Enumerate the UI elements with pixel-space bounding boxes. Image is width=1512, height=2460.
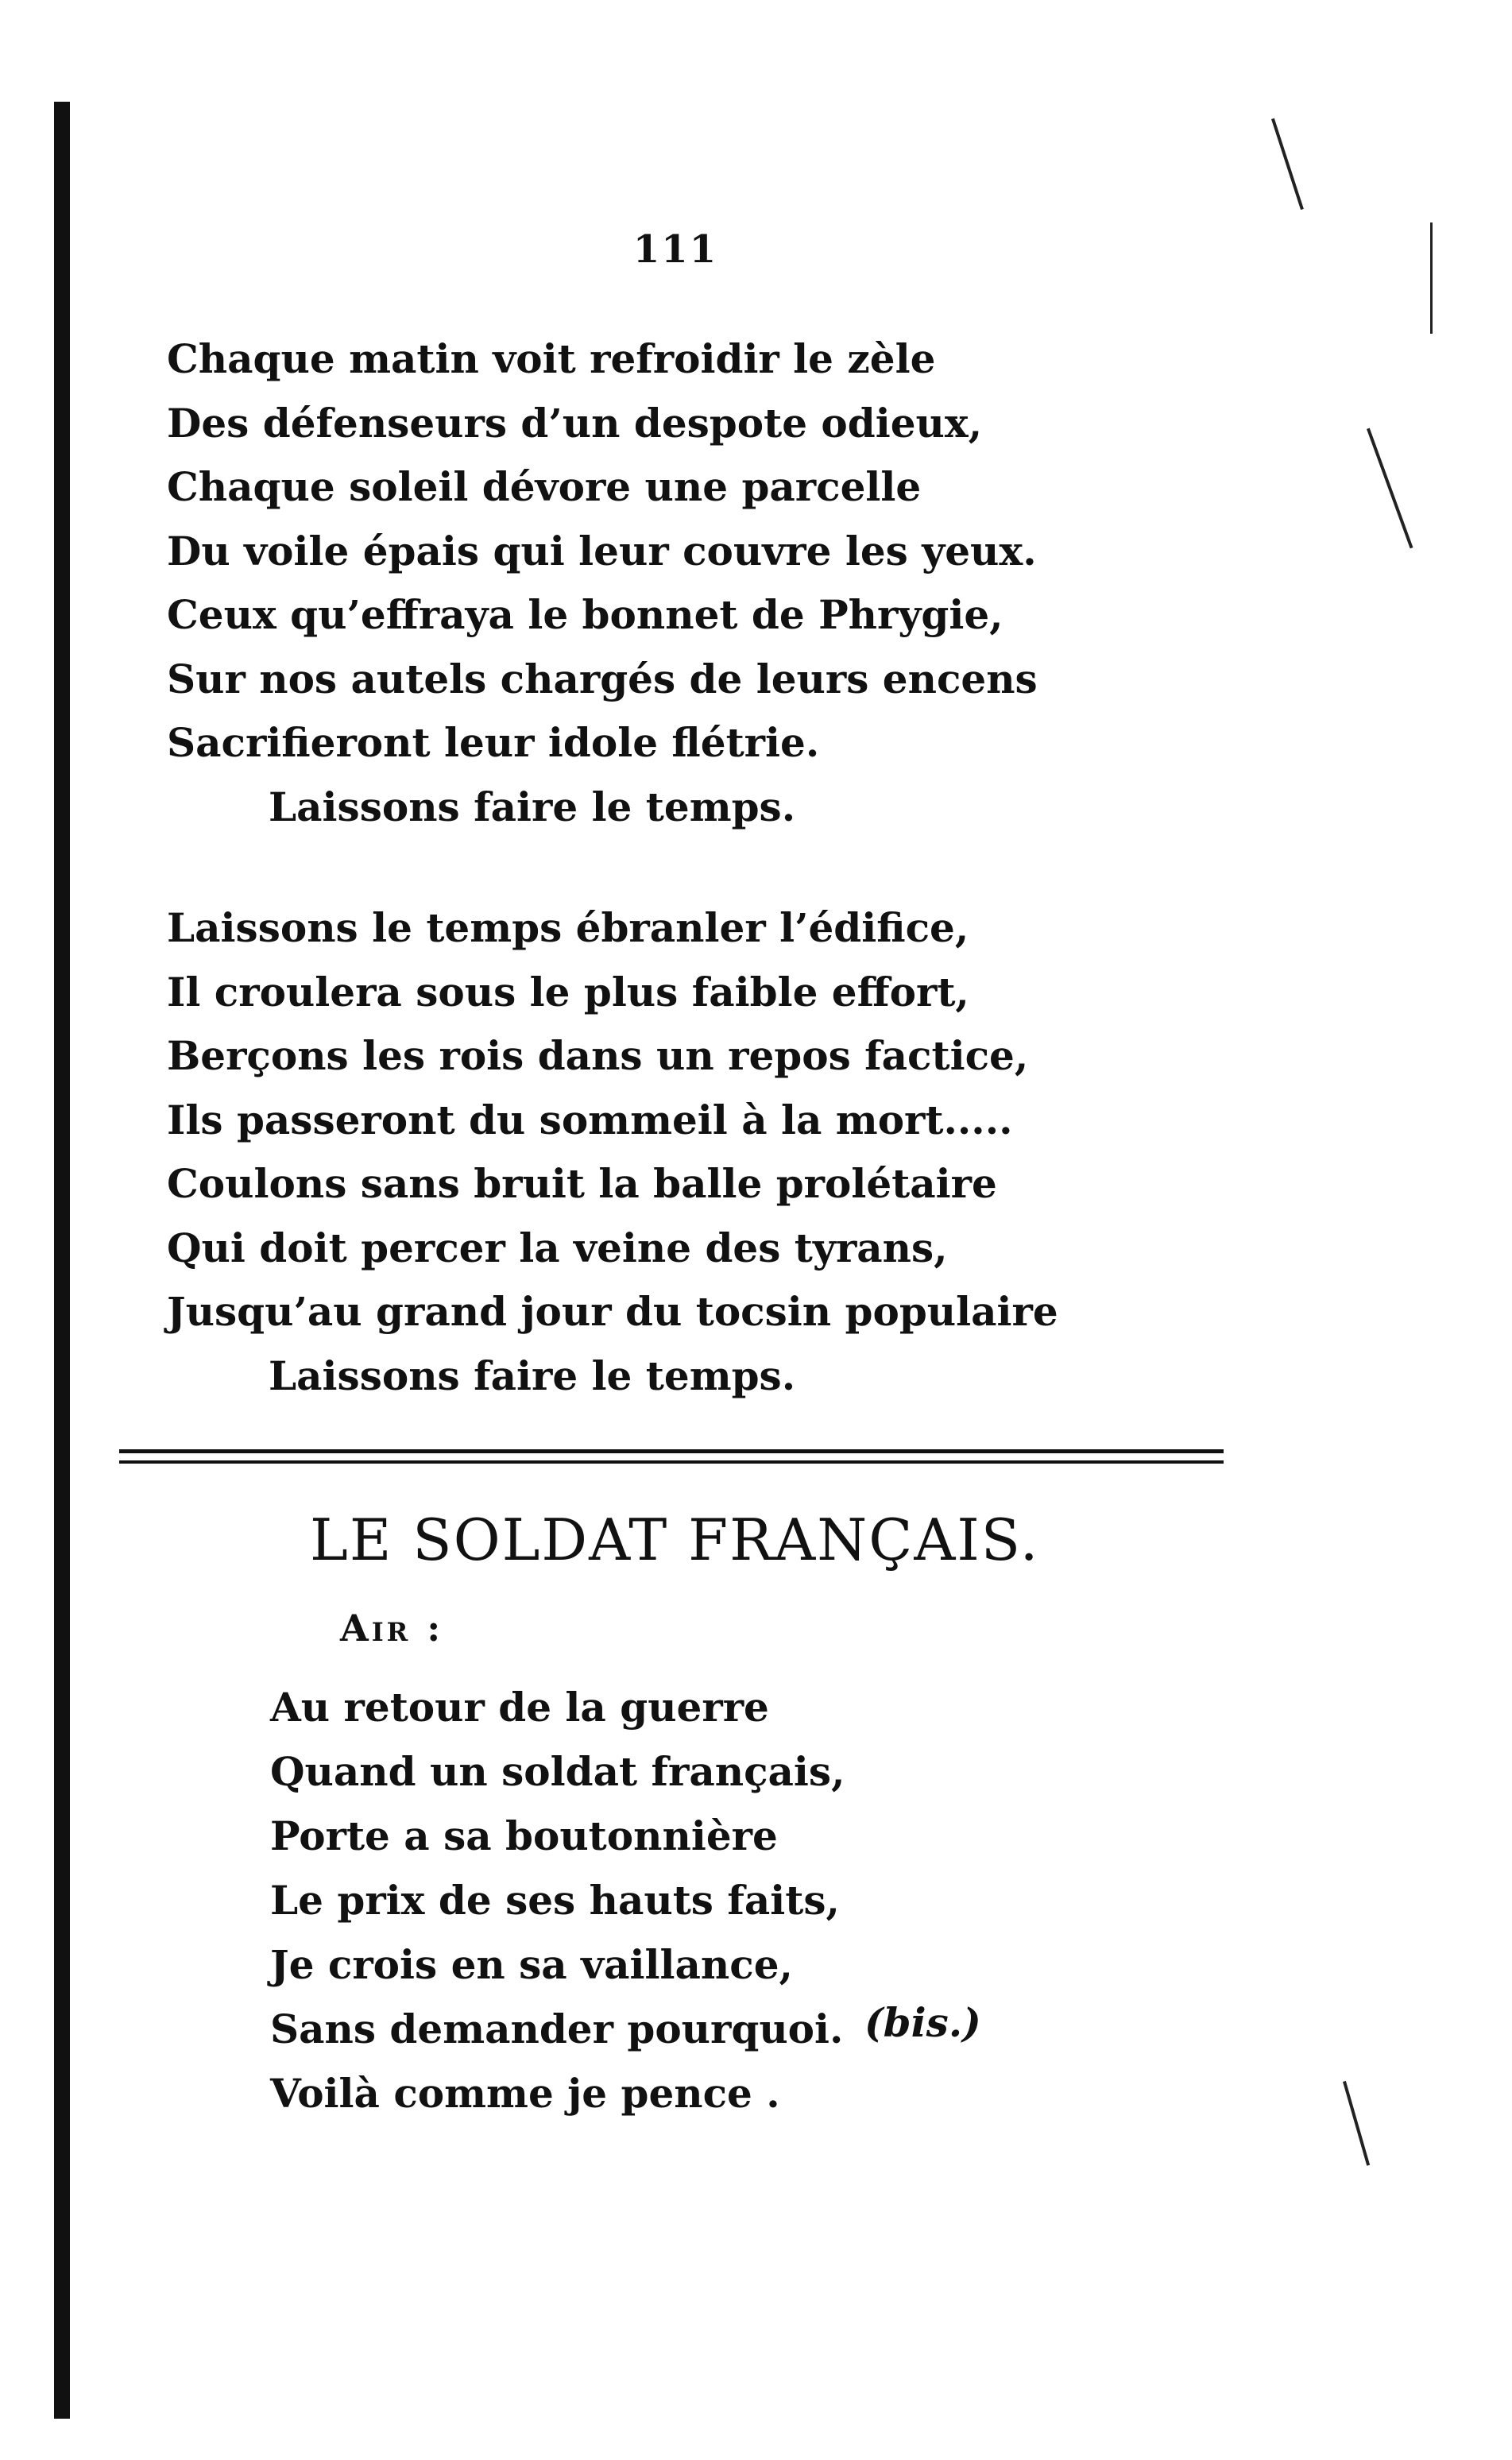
verse-line: Il croulera sous le plus faible effort,: [167, 968, 969, 1015]
verse-line: Le prix de ses hauts faits,: [270, 1877, 840, 1924]
bis-marker: (bis.): [864, 1999, 981, 2046]
verse-line: Chaque soleil dévore une parcelle: [167, 463, 922, 510]
page-number: 111: [632, 227, 718, 272]
section-divider: [119, 1449, 1224, 1467]
scan-mark: [1343, 2081, 1370, 2166]
left-margin-rule: [54, 102, 70, 2419]
verse-line: Sacrifieront leur idole flétrie.: [167, 719, 820, 766]
verse-line: Des défenseurs d’un despote odieux,: [167, 399, 983, 447]
verse-line: Coulons sans bruit la balle prolétaire: [167, 1160, 997, 1207]
verse-line: Jusqu’au grand jour du tocsin populaire: [167, 1288, 1058, 1335]
refrain-line: Laissons faire le temps.: [269, 1352, 796, 1399]
refrain-line: Laissons faire le temps.: [269, 783, 796, 830]
scan-mark: [1367, 428, 1413, 549]
verse-line: Ceux qu’effraya le bonnet de Phrygie,: [167, 591, 1003, 638]
song-stanza: [270, 1675, 845, 2125]
verse-line: Berçons les rois dans un repos factice,: [167, 1032, 1029, 1079]
divider-line: [119, 1460, 1224, 1464]
verse-line: Je crois en sa vaillance,: [270, 1941, 793, 1988]
verse-line: Laissons le temps ébranler l’édifice,: [167, 904, 969, 951]
verse-line: Sur nos autels chargés de leurs encens: [167, 655, 1038, 702]
stanza-2: [167, 896, 1058, 1408]
verse-line: Sans demander pourquoi.: [270, 2006, 844, 2052]
verse-line: Quand un soldat français,: [270, 1748, 845, 1795]
verse-line: Au retour de la guerre: [270, 1684, 769, 1731]
verse-line: Du voile épais qui leur couvre les yeux.: [167, 527, 1037, 574]
verse-line: Porte a sa boutonnière: [270, 1812, 778, 1859]
verse-line: Qui doit percer la veine des tyrans,: [167, 1224, 948, 1271]
divider-line: [119, 1449, 1224, 1453]
verse-line: Chaque matin voit refroidir le zèle: [167, 335, 936, 382]
verse-line: Voilà comme je pence .: [270, 2070, 780, 2117]
song-title: LE SOLDAT FRANÇAIS.: [310, 1507, 1040, 1573]
song-air-label: Air :: [340, 1607, 444, 1650]
scan-mark: [1430, 222, 1433, 334]
stanza-1: [167, 327, 1038, 839]
verse-line: Ils passeront du sommeil à la mort.....: [167, 1096, 1013, 1143]
scan-mark: [1271, 118, 1304, 210]
